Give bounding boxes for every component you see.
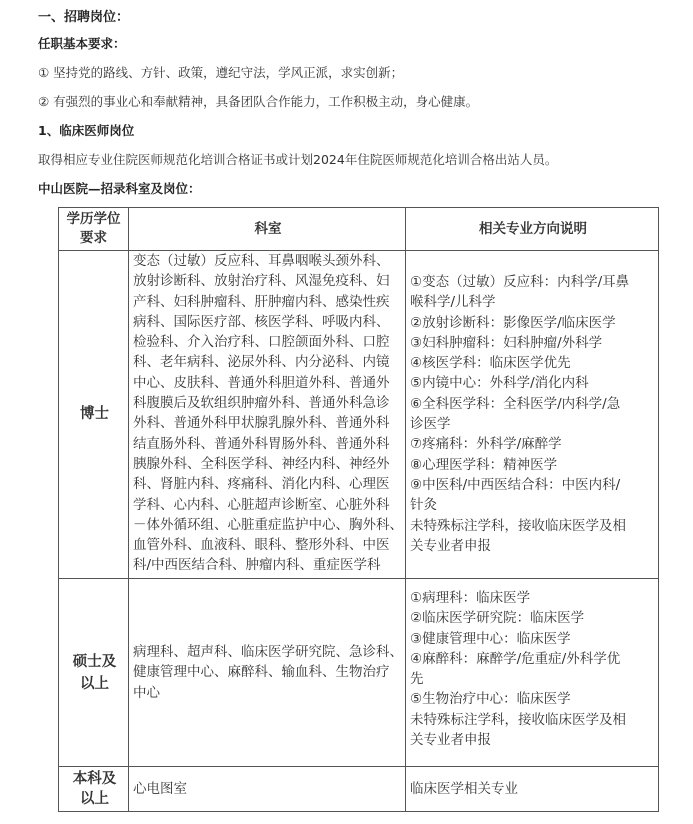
major-cell (406, 579, 659, 767)
department-line: 病理科、超声科、临床医学研究院、急诊科、 (133, 644, 403, 661)
department-line: －体外循环组、心脏重症监护中心、胸外科、 (133, 516, 403, 533)
degree-line: 硕士及 (72, 653, 117, 670)
major-line: ⑥全科医学科：全科医学/内科学/急 (410, 395, 621, 412)
department-line: 结直肠外科、普通外科胃肠外科、普通外科 (133, 435, 390, 452)
section-heading: 一、招聘岗位： (38, 10, 130, 25)
major-cell (406, 767, 659, 812)
major-line: ③健康管理中心：临床医学 (410, 630, 571, 647)
table-header-row (59, 208, 659, 251)
major-line: 未特殊标注学科，接收临床医学及相 (410, 711, 626, 728)
degree-line: 本科及 (72, 771, 117, 787)
major-line: ⑤内镜中心：外科学/消化内科 (410, 375, 589, 392)
major-line: 诊医学 (410, 416, 451, 433)
table-row (59, 579, 659, 767)
table-row (59, 251, 659, 579)
header-department: 科室 (129, 208, 406, 251)
header-major: 相关专业方向说明 (406, 208, 659, 251)
department-cell (129, 251, 406, 579)
header-degree-line: 要求 (80, 230, 107, 246)
department-line: 科腹膜后及软组织肿瘤外科、普通外科急诊 (133, 395, 390, 412)
department-line: 检验科、介入治疗科、口腔颌面外科、口腔 (133, 334, 390, 351)
major-line: 先 (410, 671, 424, 688)
major-line: 关专业者申报 (410, 537, 491, 554)
degree-line: 以上 (80, 791, 109, 807)
department-line: 外科、普通外科甲状腺乳腺外科、普通外科 (133, 415, 390, 432)
department-line: 血管外科、血液科、眼科、整形外科、中医 (133, 537, 390, 554)
department-line: 中心、皮肤科、普通外科胆道外科、普通外 (133, 374, 390, 391)
department-line: 科/中西医结合科、肿瘤内科、重症医学科 (133, 557, 381, 574)
major-line: ②放射诊断科：影像医学/临床医学 (410, 314, 616, 331)
department-line: 科、肾脏内科、疼痛科、消化内科、心理医 (133, 476, 390, 493)
position-description: 取得相应专业住院医师规范化培训合格证书或计划2024年住院医师规范化培训合格出站人员。 (38, 152, 558, 167)
department-line: 科、老年病科、泌尿外科、内分泌科、内镜 (133, 354, 390, 371)
requirements-title: 任职基本要求： (38, 36, 126, 51)
major-cell (406, 251, 659, 579)
major-line: 未特殊标注学科，接收临床医学及相 (410, 517, 626, 534)
department-line: 心电图室 (133, 780, 187, 797)
department-cell (129, 767, 406, 812)
major-line: 针灸 (410, 497, 437, 514)
table-row (59, 767, 659, 812)
department-line: 健康管理中心、麻醉科、输血科、生物治疗 (133, 664, 390, 681)
major-line: ⑦疼痛科：外科学/麻醉学 (410, 436, 562, 453)
major-line: ③妇科肿瘤科：妇科肿瘤/外科学 (410, 334, 603, 351)
major-line: ④麻醉科：麻醉学/危重症/外科学优 (410, 650, 621, 667)
degree-cell (59, 579, 129, 767)
hospital-title: 中山医院—招录科室及岗位： (38, 181, 201, 196)
degree-line: 以上 (80, 675, 109, 692)
header-degree-line: 学历学位 (66, 211, 121, 227)
department-line: 学科、心内科、心脏超声诊断室、心脏外科 (133, 496, 390, 513)
department-line: 变态（过敏）反应科、耳鼻咽喉头颈外科、 (133, 253, 390, 269)
department-line: 放射诊断科、放射治疗科、风湿免疫科、妇 (133, 273, 390, 290)
requirement-2: ② 有强烈的事业心和奉献精神，具备团队合作能力，工作积极主动，身心健康。 (38, 94, 479, 109)
recruitment-table (58, 207, 659, 812)
major-line: ⑨中医科/中西医结合科：中医内科/ (410, 476, 621, 493)
degree-cell (59, 767, 129, 812)
department-line: 中心 (133, 684, 160, 701)
department-line: 病科、国际医疗部、核医学科、呼吸内科、 (133, 313, 390, 330)
major-line: ⑤生物治疗中心：临床医学 (410, 691, 571, 708)
major-line: ①变态（过敏）反应科：内科学/耳鼻 (410, 274, 630, 290)
major-line: ⑧心理医学科：精神医学 (410, 456, 558, 473)
major-line: ②临床医学研究院：临床医学 (410, 610, 585, 627)
position-title: 1、临床医师岗位 (38, 123, 135, 138)
requirement-1: ① 坚持党的路线、方针、政策，遵纪守法，学风正派，求实创新； (38, 65, 404, 80)
department-line: 胰腺外科、全科医学科、神经内科、神经外 (133, 455, 390, 472)
major-line: ①病理科：临床医学 (410, 590, 531, 606)
major-line: ④核医学科：临床医学优先 (410, 355, 571, 372)
department-cell (129, 579, 406, 767)
major-line: 关专业者申报 (410, 732, 491, 749)
header-degree (59, 208, 129, 251)
major-line: 喉科学/儿科学 (410, 294, 496, 311)
department-line: 产科、妇科肿瘤科、肝肿瘤内科、感染性疾 (133, 293, 390, 310)
degree-line: 博士 (80, 406, 109, 423)
major-line: 临床医学相关专业 (410, 780, 518, 797)
degree-cell (59, 251, 129, 579)
